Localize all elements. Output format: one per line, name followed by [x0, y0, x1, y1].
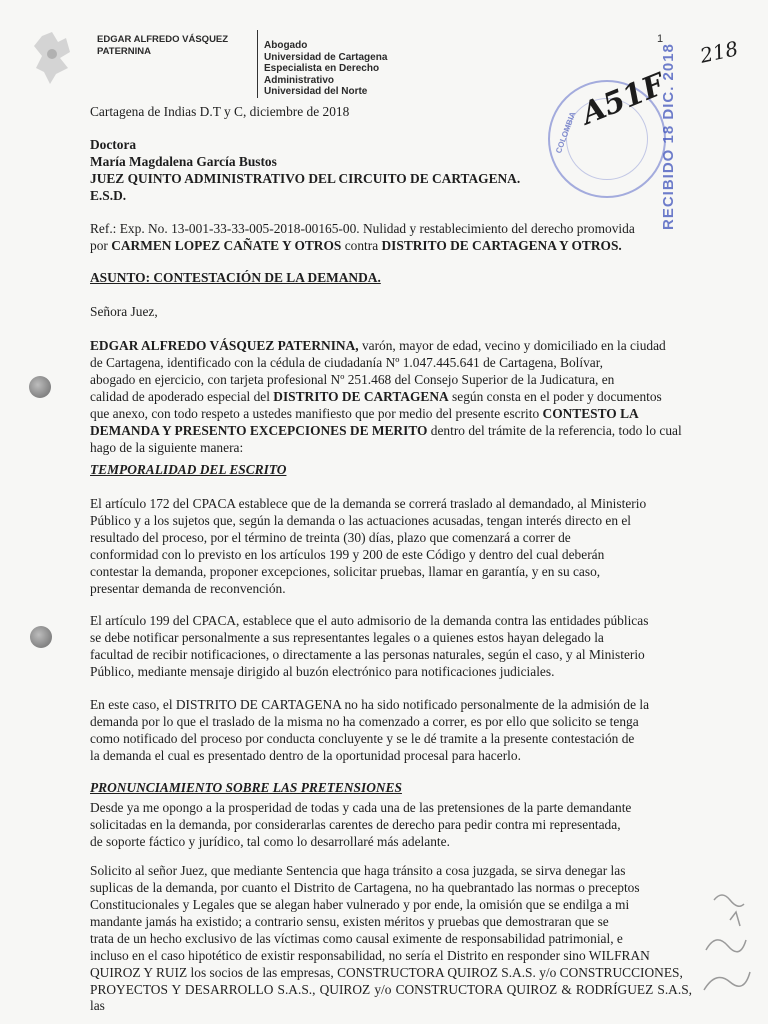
paragraph-line: presentar demanda de reconvención.: [90, 581, 286, 596]
reference-connector: contra: [341, 238, 382, 253]
stamp-ring-text: COLOMBIA: [554, 110, 578, 155]
scan-smudge-top: [30, 28, 80, 88]
salutation: Señora Juez,: [90, 304, 158, 319]
paragraph-line: como notificado del proceso por conducta concluyente y se le dé tramite a la presente contestación de: [90, 731, 635, 746]
handwritten-initials: A51F: [576, 67, 670, 132]
intro-text: que anexo, con todo respeto a ustedes manifiesto que por medio del presente escrito: [90, 406, 543, 421]
intro-emphasis: DEMANDA Y PRESENTO EXCEPCIONES DE MERITO: [90, 423, 428, 438]
defendant-party: DISTRITO DE CARTAGENA Y OTROS.: [381, 238, 622, 253]
reference-parties: [90, 238, 692, 254]
credential-line: Administrativo: [264, 74, 335, 86]
reference-line: Ref.: Exp. No. 13-001-33-33-005-2018-00165-00. Nulidad y restablecimiento del derecho promovida: [90, 221, 635, 236]
paragraph-line: incluso en el caso hipotético de existir responsabilidad, no sería el Distrito en responder sino WILFRAN: [90, 948, 650, 963]
paragraph-line: trata de un hecho exclusivo de las víctimas como causal eximente de responsabilidad patrimonial, e: [90, 931, 623, 946]
paragraph-line: Constitucionales y Legales que se alegan haber vulnerado y por ende, la omisión que se endilga a mi: [90, 897, 630, 912]
paragraph-line: demanda por lo que el traslado de la misma no ha comenzado a correr, es por ello que solicito se tenga: [90, 714, 639, 729]
recipient-title: Doctora: [90, 137, 137, 152]
intro-line: [90, 406, 692, 422]
intro-emphasis: CONTESTO LA: [542, 406, 639, 421]
letterhead-divider: [257, 30, 258, 98]
credential-line: Universidad del Norte: [264, 86, 368, 98]
paragraph-line: El artículo 199 del CPACA, establece que el auto admisorio de la demanda contra las entidades públicas: [90, 613, 649, 628]
paragraph-line: Solicito al señor Juez, que mediante Sentencia que haga tránsito a cosa juzgada, se sirva denegar las: [90, 863, 626, 878]
intro-text: según consta en el poder y documentos: [448, 389, 662, 404]
page-number: 1: [657, 33, 664, 45]
paragraph-line: El artículo 172 del CPACA establece que de la demanda se correrá traslado al demandado, al Ministerio: [90, 496, 647, 511]
punch-hole-mark: [29, 376, 51, 398]
letterhead-name: [97, 34, 247, 58]
letterhead-name-line: EDGAR ALFREDO VÁSQUEZ: [97, 34, 229, 45]
intro-line: de Cartagena, identificado con la cédula de ciudadanía Nº 1.047.445.641 de Cartagena, Bolívar,: [90, 355, 604, 370]
paragraph-line: mandante jamás ha existido; a contrario sensu, existen méritos y pruebas que demostraran que se: [90, 914, 609, 929]
paragraph-line: Público y a los sujetos que, según la demanda o las actuaciones acusadas, tengan interés directo en el: [90, 513, 632, 528]
letterhead-name-line: PATERNINA: [97, 46, 152, 57]
intro-line: [90, 389, 692, 405]
intro-text: varón, mayor de edad, vecino y domiciliado en la ciudad: [358, 338, 666, 353]
paragraph-line: conformidad con lo previsto en los artículos 199 y 200 de este Código y dentro del cual deberán: [90, 547, 605, 562]
reference-prefix: por: [90, 238, 112, 253]
intro-line: [90, 338, 692, 354]
paragraph-line: contestar la demanda, proponer excepciones, solicitar pruebas, llamar en garantía, y en su caso,: [90, 564, 601, 579]
paragraph-line: suplicas de la demanda, por cuanto el Distrito de Cartagena, no ha quebrantado las normas o preceptos: [90, 880, 640, 895]
credential-line: Abogado: [264, 40, 308, 51]
paragraph-line: de soporte fáctico y jurídico, tal como lo desarrollaré más adelante.: [90, 834, 450, 849]
credential-line: Universidad de Cartagena: [264, 51, 388, 63]
intro-text: calidad de apoderado especial del: [90, 389, 274, 404]
section-heading-pretensiones: PRONUNCIAMIENTO SOBRE LAS PRETENSIONES: [90, 780, 402, 795]
paragraph-line: QUIROZ Y RUIZ los socios de las empresas, CONSTRUCTORA QUIROZ S.A.S. y/o CONSTRUCCIONES,: [90, 965, 683, 980]
paragraph-line: solicitadas en la demanda, por considerarlas carentes de derecho para pedir contra mi representada,: [90, 817, 621, 832]
paragraph-line: En este caso, el DISTRITO DE CARTAGENA no ha sido notificado personalmente de la admisión de la: [90, 697, 650, 712]
paragraph-line: la demanda el cual es presentado dentro de la oportunidad procesal para hacerlo.: [90, 748, 521, 763]
intro-line: abogado en ejercicio, con tarjeta profesional Nº 251.468 del Consejo Superior de la Judicatura, en: [90, 372, 615, 387]
date-line: Cartagena de Indias D.T y C, diciembre de 2018: [90, 104, 350, 119]
recipient-name: María Magdalena García Bustos: [90, 154, 277, 169]
intro-text: dentro del trámite de la referencia, todo lo cual: [427, 423, 682, 438]
paragraph-line: PROYECTOS Y DESARROLLO S.A.S., QUIROZ y/o CONSTRUCTORA QUIROZ & RODRÍGUEZ S.A.S, las: [90, 982, 692, 1013]
letterhead-credentials: [264, 40, 464, 98]
paragraph-line: Público, mediante mensaje dirigido al buzón electrónico para notificaciones judiciales.: [90, 664, 555, 679]
recipient-office: JUEZ QUINTO ADMINISTRATIVO DEL CIRCUITO DE CARTAGENA.: [90, 171, 521, 186]
margin-handwriting-scribble: [700, 880, 766, 1020]
paragraph-line: resultado del proceso, por el término de treinta (30) días, plazo que comenzará a correr de: [90, 530, 571, 545]
handwritten-number: 218: [697, 36, 741, 68]
intro-line: [90, 423, 692, 439]
paragraph-line: se debe notificar personalmente a sus representantes legales o a quienes estos hayan delegado la: [90, 630, 604, 645]
section-heading-temporalidad: TEMPORALIDAD DEL ESCRITO: [90, 462, 287, 477]
subject-heading: ASUNTO: CONTESTACIÓN DE LA DEMANDA.: [90, 270, 381, 285]
paragraph-line: Desde ya me opongo a la prosperidad de todas y cada una de las pretensiones de la parte demandante: [90, 800, 632, 815]
punch-hole-mark: [30, 626, 52, 648]
lawyer-name: EDGAR ALFREDO VÁSQUEZ PATERNINA,: [90, 338, 359, 353]
paragraph-line: facultad de recibir notificaciones, o directamente a las personas naturales, según el caso, y al Ministerio: [90, 647, 645, 662]
plaintiff-party: CARMEN LOPEZ CAÑATE Y OTROS: [111, 238, 342, 253]
intro-line: hago de la siguiente manera:: [90, 440, 244, 455]
district-name: DISTRITO DE CARTAGENA: [273, 389, 449, 404]
received-date-stamp: RECIBIDO 18 DIC. 2018: [660, 43, 677, 230]
credential-line: Especialista en Derecho: [264, 63, 380, 75]
recipient-esd: E.S.D.: [90, 188, 127, 203]
